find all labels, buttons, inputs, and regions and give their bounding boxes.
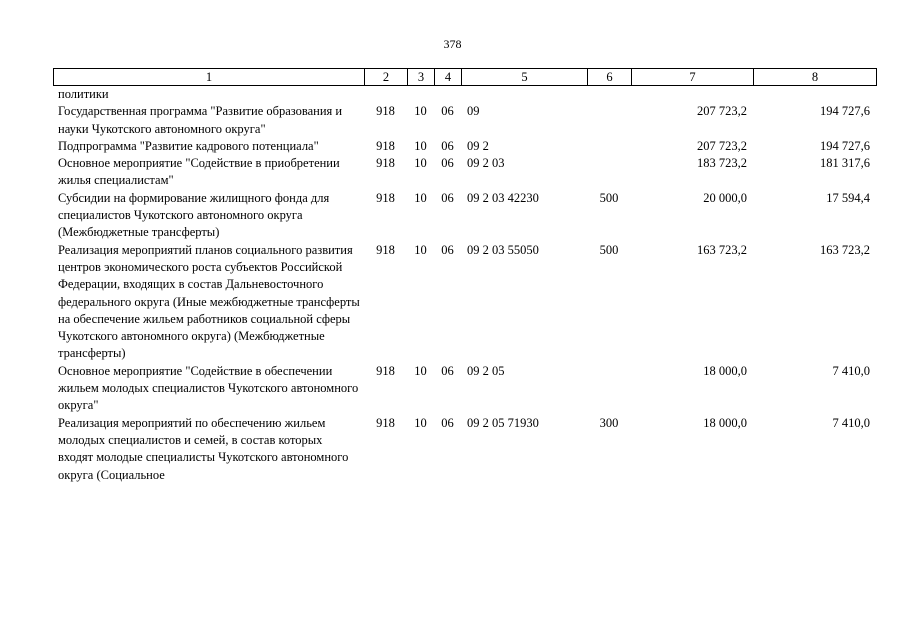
row-target-article: 09 2 03 [467, 156, 505, 171]
row-code: 918 [376, 104, 395, 119]
header-col-2: 2 [365, 69, 408, 85]
row-sum-executed: 163 723,2 [820, 242, 870, 257]
row-subsection: 06 [441, 138, 454, 153]
row-expense-type: 500 [599, 190, 619, 205]
row-name: Реализация мероприятий по обеспечению жильем молодых специалистов и семей, в состав которых входят молодые специалисты Чукотского автономного округа (Социальное [58, 415, 349, 482]
row-section: 10 [414, 190, 427, 205]
row-sum-planned: 183 723,2 [697, 156, 747, 171]
table-row [53, 138, 876, 155]
row-sum-executed: 7 410,0 [832, 363, 870, 378]
row-name: Основное мероприятие "Содействие в обеспечении жильем молодых специалистов Чукотского автономного округа" [58, 363, 359, 413]
header-col-3: 3 [408, 69, 435, 85]
row-sum-planned: 18 000,0 [703, 415, 747, 430]
row-subsection: 06 [441, 363, 454, 378]
row-section: 10 [414, 242, 427, 257]
row-subsection: 06 [441, 415, 454, 430]
table-header [53, 68, 877, 86]
header-col-5: 5 [462, 69, 588, 85]
row-target-article: 09 [467, 104, 480, 119]
row-sum-executed: 7 410,0 [832, 415, 870, 430]
budget-table-body [53, 86, 876, 484]
header-col-8: 8 [754, 69, 877, 85]
row-section: 10 [414, 104, 427, 119]
header-col-6: 6 [588, 69, 632, 85]
table-row [53, 415, 876, 484]
table-row [53, 242, 876, 363]
row-target-article: 09 2 03 55050 [467, 242, 539, 257]
table-row [53, 190, 876, 242]
row-section: 10 [414, 415, 427, 430]
row-code: 918 [376, 156, 395, 171]
row-subsection: 06 [441, 242, 454, 257]
row-sum-executed: 194 727,6 [820, 138, 870, 153]
row-name: Подпрограмма "Развитие кадрового потенциала" [58, 138, 319, 153]
row-subsection: 06 [441, 104, 454, 119]
row-name: политики [58, 87, 109, 101]
row-code: 918 [376, 242, 395, 257]
row-section: 10 [414, 156, 427, 171]
row-code: 918 [376, 363, 395, 378]
row-name: Государственная программа "Развитие образования и науки Чукотского автономного округа" [58, 104, 343, 136]
row-name: Реализация мероприятий планов социального развития центров экономического роста субъектов Российской Федерации, входящих в состав Дальневосточного федерального округа (Иные межбюджетные трансферты на обеспечение жильем работников социальной сферы Чукотского автономного округа) (Межбюджетные трансферты) [58, 242, 360, 361]
row-section: 10 [414, 138, 427, 153]
row-expense-type: 500 [599, 242, 619, 257]
row-code: 918 [376, 190, 395, 205]
page-number: 378 [443, 37, 462, 51]
row-section: 10 [414, 363, 427, 378]
row-code: 918 [376, 138, 395, 153]
row-name: Основное мероприятие "Содействие в приобретении жилья специалистам" [58, 156, 340, 188]
row-target-article: 09 2 05 [467, 363, 505, 378]
row-sum-planned: 18 000,0 [703, 363, 747, 378]
header-col-4: 4 [435, 69, 462, 85]
table-row [53, 103, 876, 138]
row-sum-executed: 181 317,6 [820, 156, 870, 171]
header-col-1: 1 [54, 69, 365, 85]
row-code: 918 [376, 415, 395, 430]
table-row [53, 155, 876, 190]
row-target-article: 09 2 [467, 138, 489, 153]
row-expense-type: 300 [599, 415, 619, 430]
row-sum-planned: 163 723,2 [697, 242, 747, 257]
row-name: Субсидии на формирование жилищного фонда для специалистов Чукотского автономного округа (Межбюджетные трансферты) [58, 190, 330, 240]
row-target-article: 09 2 05 71930 [467, 415, 539, 430]
row-subsection: 06 [441, 156, 454, 171]
row-sum-executed: 17 594,4 [826, 190, 870, 205]
row-sum-planned: 207 723,2 [697, 104, 747, 119]
row-subsection: 06 [441, 190, 454, 205]
table-row [53, 86, 876, 103]
row-sum-planned: 207 723,2 [697, 138, 747, 153]
table-row [53, 363, 876, 415]
header-col-7: 7 [632, 69, 754, 85]
row-sum-executed: 194 727,6 [820, 104, 870, 119]
row-target-article: 09 2 03 42230 [467, 190, 539, 205]
row-sum-planned: 20 000,0 [703, 190, 747, 205]
